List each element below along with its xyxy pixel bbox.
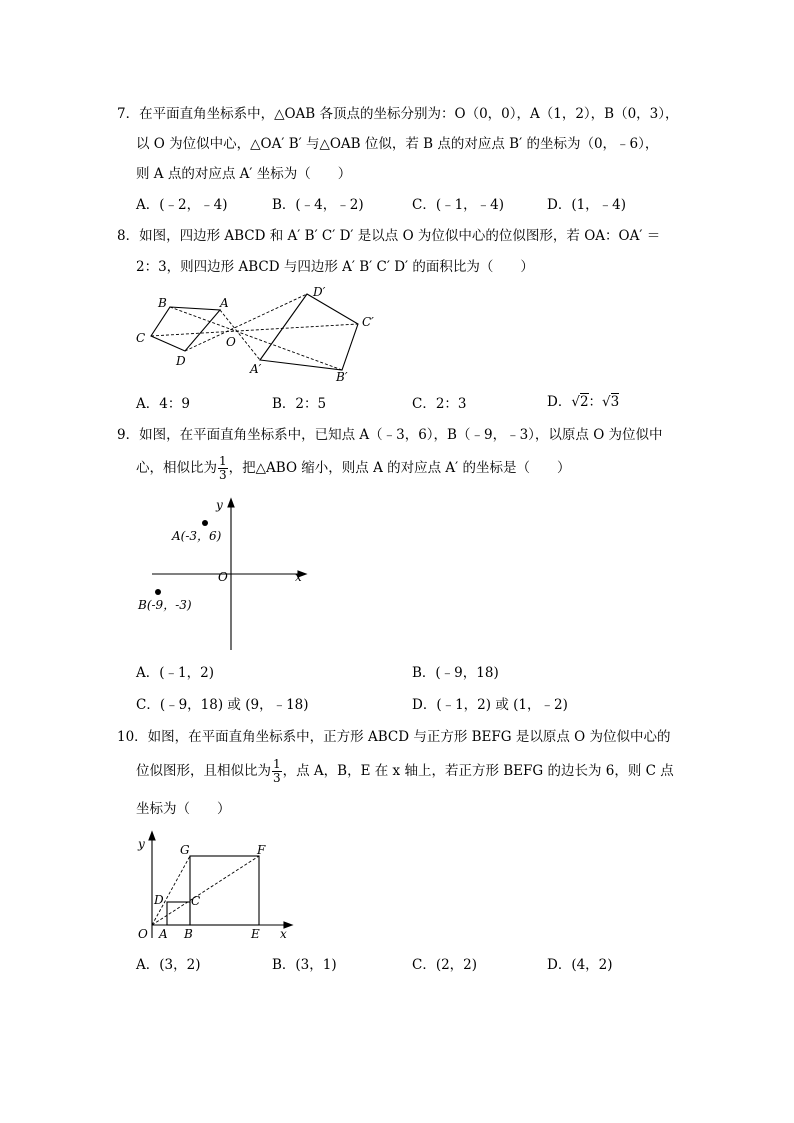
q8-label-d-prime: D′ [313, 285, 326, 299]
q10-dashed-og [152, 856, 190, 925]
q10-stem-line2: 位似图形，且相似比为 $\frac{1}{3}$ ，点 A，B，E 在 x 轴上，若正方形 BEFG 的边长为 6，则 C 点 [136, 757, 674, 785]
arrow-up-icon [228, 499, 234, 507]
q8-option-b[interactable]: B．2：5 [272, 396, 327, 412]
q7-stem-line2: 以 O 为位似中心，△OA′ B′ 与△OAB 位似，若 B 点的对应点 B′ 的坐标为（0，﹣6）， [136, 136, 659, 152]
q9-option-b[interactable]: B．(﹣9，18) [412, 665, 499, 681]
q10-option-c[interactable]: C．(2，2) [412, 957, 478, 973]
q10-label-b: B [184, 927, 193, 941]
q7-option-c[interactable]: C．(﹣1，﹣4) [412, 197, 505, 213]
q8-homothety-figure [130, 280, 390, 385]
q10-label-e: E [251, 927, 260, 941]
q10-squares-figure [130, 828, 300, 944]
q8-label-a-prime: A′ [250, 362, 262, 376]
q8-label-c-prime: C′ [362, 315, 374, 329]
q10-option-d[interactable]: D．(4，2) [547, 957, 613, 973]
q8-quad-abcd [151, 307, 220, 351]
q7-stem-line1: 7．在平面直角坐标系中，△OAB 各顶点的坐标分别为：O（0，0），A（1，2），B（0，3）， [117, 106, 679, 122]
q7-option-b[interactable]: B．(﹣4，﹣2) [272, 197, 364, 213]
q10-option-a[interactable]: A．(3，2) [136, 957, 201, 973]
q10-stem-line3: 坐标为（ ） [136, 801, 231, 817]
q8-label-b-prime: B′ [336, 370, 348, 384]
q9-label-o: O [218, 570, 228, 584]
q7-option-d[interactable]: D．(1，﹣4) [547, 197, 627, 213]
q7-stem-line3: 则 A 点的对应点 A′ 坐标为（ ） [136, 166, 352, 182]
q8-stem-line2: 2：3，则四边形 ABCD 与四边形 A′ B′ C′ D′ 的面积比为（ ） [136, 259, 534, 275]
q10-label-d: D [154, 893, 164, 907]
q9-point-b [155, 589, 161, 595]
q9-coordinate-figure [130, 495, 320, 653]
q10-ratio-fraction: $\frac{1}{3}$ [273, 757, 281, 785]
q9-label-b: B(-9，-3) [138, 598, 192, 612]
q8-option-d[interactable]: D．√2：√3 [547, 394, 620, 410]
sqrt-icon: √ [602, 394, 611, 410]
q9-option-d[interactable]: D．(﹣1，2) 或 (1，﹣2) [412, 697, 568, 713]
sqrt-icon: √ [571, 394, 580, 410]
q9-point-a [202, 520, 208, 526]
q8-option-c[interactable]: C．2：3 [412, 396, 467, 412]
q9-label-y: y [216, 498, 223, 512]
q8-option-a[interactable]: A．4：9 [136, 396, 190, 412]
q9-option-c[interactable]: C．(﹣9，18) 或 (9，﹣18) [136, 697, 309, 713]
q9-stem-line2: 心，相似比为 $\frac{1}{3}$ ，把△ABO 缩小，则点 A 的对应点 A′ 的坐标是（ ） [136, 454, 571, 482]
q10-stem-line1: 10．如图，在平面直角坐标系中，正方形 ABCD 与正方形 BEFG 是以原点 O 为位似中心的 [117, 729, 671, 745]
q10-label-g: G [180, 843, 190, 857]
q10-label-o: O [138, 927, 148, 941]
q9-label-a: A(-3，6) [172, 529, 222, 543]
q10-label-a: A [159, 927, 168, 941]
q7-option-a[interactable]: A．(﹣2，﹣4) [136, 197, 228, 213]
q8-label-d: D [176, 354, 186, 368]
q10-label-f: F [257, 843, 266, 857]
q8-label-b: B [158, 296, 167, 310]
q9-label-x: x [295, 570, 302, 584]
q9-ratio-fraction: $\frac{1}{3}$ [219, 454, 227, 482]
q8-label-a: A [220, 296, 229, 310]
q10-option-b[interactable]: B．(3，1) [272, 957, 337, 973]
q10-label-c: C [191, 894, 201, 908]
q8-quad-a2b2c2d2 [260, 294, 358, 370]
q10-label-y: y [138, 837, 145, 851]
q8-stem-line1: 8．如图，四边形 ABCD 和 A′ B′ C′ D′ 是以点 O 为位似中心的位似图形，若 OA：OA′ ＝ [117, 228, 661, 244]
q9-stem-line1: 9．如图，在平面直角坐标系中，已知点 A（﹣3，6），B（﹣9，﹣3），以原点 O 为位似中 [117, 427, 663, 443]
q8-label-c: C [136, 331, 146, 345]
q10-square-befg [190, 856, 259, 925]
q8-label-o: O [226, 335, 236, 349]
q10-label-x: x [280, 927, 287, 941]
arrow-up-icon [149, 832, 155, 840]
q10-dashed-of [152, 856, 259, 925]
q9-option-a[interactable]: A．(﹣1，2) [136, 665, 214, 681]
